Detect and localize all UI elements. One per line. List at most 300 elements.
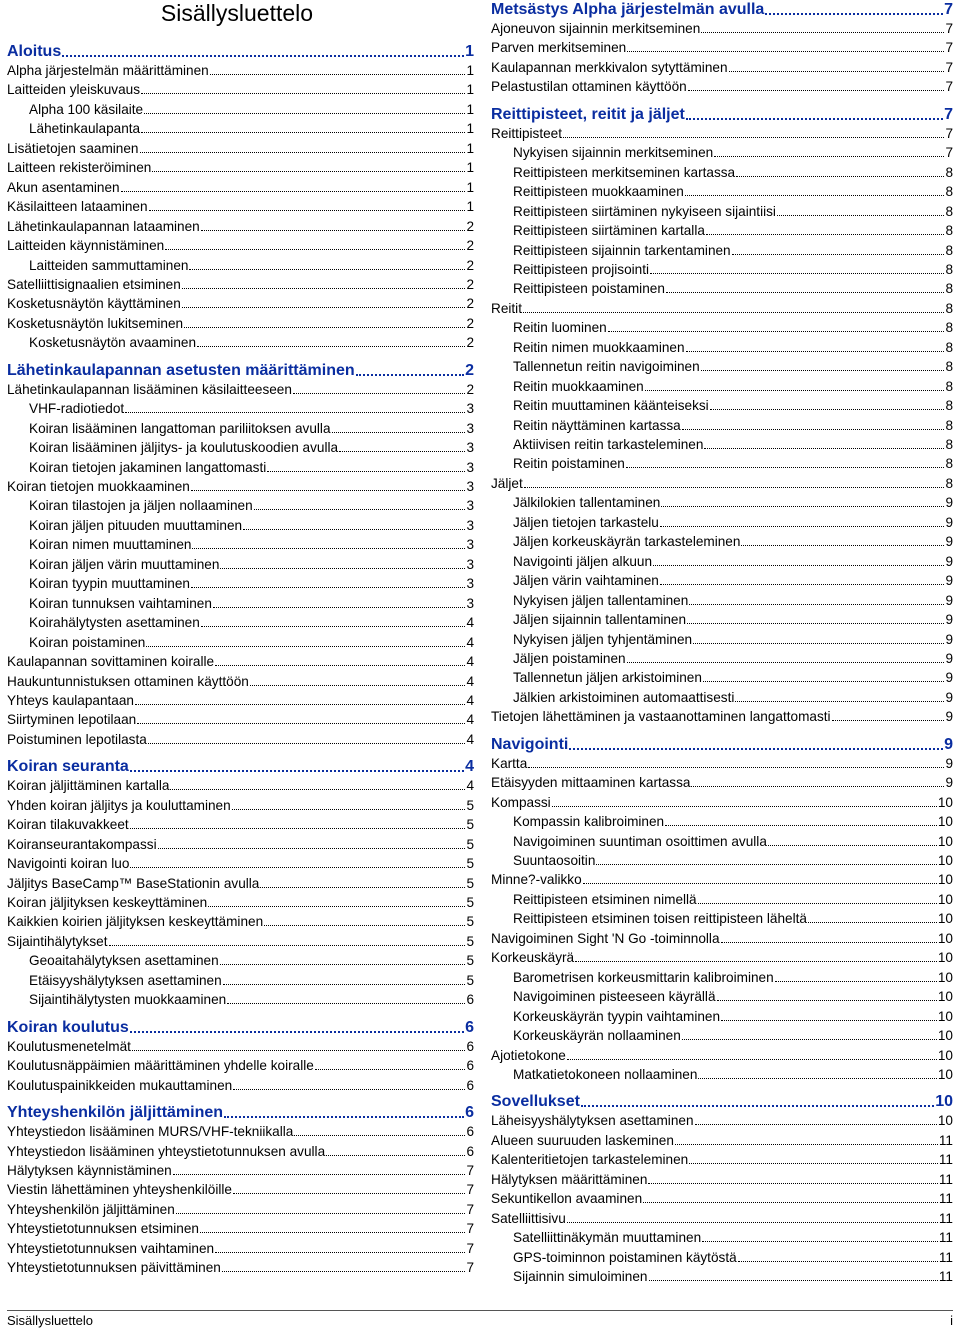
toc-page-number: 4 (466, 634, 474, 650)
toc-entry[interactable] (491, 969, 953, 986)
dot-leader (220, 964, 466, 965)
toc-page-number: 9 (945, 689, 953, 705)
dot-leader (687, 623, 944, 624)
toc-entry-label: Koiran poistaminen (29, 634, 146, 650)
toc-entry-label: Reittipisteet (491, 125, 563, 141)
toc-entry[interactable] (491, 1132, 953, 1149)
toc-entry-label: Navigointi (491, 735, 569, 753)
toc-entry[interactable] (7, 575, 474, 592)
dot-leader (563, 137, 944, 138)
toc-page-number: 4 (466, 731, 474, 747)
toc-entry[interactable] (491, 1210, 953, 1227)
toc-entry[interactable] (491, 436, 953, 453)
toc-entry[interactable] (491, 1027, 953, 1044)
dot-leader (191, 587, 465, 588)
toc-entry[interactable] (491, 203, 953, 220)
toc-page-number: 6 (466, 1077, 474, 1093)
toc-entry[interactable] (491, 755, 953, 772)
toc-page-number: 7 (466, 1182, 474, 1198)
toc-entry[interactable] (7, 595, 474, 612)
toc-page-number: 8 (945, 339, 953, 355)
toc-entry[interactable] (7, 334, 474, 351)
dot-leader (583, 883, 937, 884)
toc-page-number: 6 (465, 1018, 474, 1036)
toc-entry[interactable] (7, 218, 474, 235)
toc-entry[interactable] (491, 871, 953, 888)
toc-page-number: 11 (938, 1269, 953, 1284)
toc-entry[interactable] (491, 910, 953, 927)
dot-leader (701, 32, 944, 33)
dot-leader (201, 626, 466, 627)
toc-entry-label: Reittipisteen etsiminen toisen reittipisteen läheltä (513, 911, 807, 927)
toc-entry[interactable] (7, 673, 474, 690)
toc-entry-label: Tallennetun reitin navigoiminen (513, 359, 700, 375)
toc-entry-label: Koiranseurantakompassi (7, 836, 157, 852)
toc-entry[interactable] (491, 813, 953, 830)
dot-leader (191, 490, 466, 491)
toc-entry-label: Koiran tyypin muuttaminen (29, 576, 190, 592)
toc-section-heading[interactable] (7, 1103, 474, 1122)
toc-entry[interactable] (7, 1220, 474, 1237)
dot-leader (109, 945, 466, 946)
page-title: Sisällysluettelo (160, 0, 314, 26)
toc-page-number: 5 (466, 933, 474, 949)
toc-entry-label: Jäljitys BaseCamp™ BaseStationin avulla (7, 875, 260, 891)
toc-entry[interactable] (7, 614, 474, 631)
dot-leader (732, 254, 945, 255)
toc-entry-label: Sekuntikellon avaaminen (491, 1191, 643, 1207)
dot-leader (567, 1059, 937, 1060)
toc-entry[interactable] (491, 572, 953, 589)
toc-entry[interactable] (7, 816, 474, 833)
toc-entry[interactable] (491, 378, 953, 395)
toc-entry-label: Akun asentaminen (7, 179, 120, 195)
toc-entry[interactable] (7, 1057, 474, 1074)
dot-leader (698, 903, 937, 904)
toc-entry[interactable] (7, 1181, 474, 1198)
toc-entry-label: Kompassi (491, 794, 551, 810)
toc-entry[interactable] (7, 1162, 474, 1179)
toc-entry-label: Jäljen poistaminen (513, 650, 626, 666)
toc-entry[interactable] (7, 381, 474, 398)
dot-leader (693, 643, 944, 644)
toc-entry[interactable] (491, 689, 953, 706)
toc-entry[interactable] (491, 494, 953, 511)
toc-entry[interactable] (491, 222, 953, 239)
toc-page-number: 3 (466, 459, 474, 475)
toc-entry[interactable] (7, 120, 474, 137)
toc-entry[interactable] (7, 991, 474, 1008)
toc-entry[interactable] (491, 852, 953, 869)
dot-leader (315, 1069, 466, 1070)
toc-entry[interactable] (491, 39, 953, 56)
toc-page-number: 10 (937, 1066, 953, 1082)
toc-entry[interactable] (491, 59, 953, 76)
toc-page-number: 7 (945, 145, 953, 161)
toc-entry[interactable] (7, 497, 474, 514)
toc-entry[interactable] (491, 20, 953, 37)
toc-entry-label: Jäljen korkeuskäyrän tarkasteleminen (513, 534, 741, 550)
toc-entry[interactable] (7, 198, 474, 215)
toc-entry[interactable] (491, 319, 953, 336)
toc-entry[interactable] (7, 972, 474, 989)
dot-leader (665, 825, 937, 826)
toc-page-number: 2 (466, 276, 474, 292)
dot-leader (704, 448, 944, 449)
toc-entry-label: Sijaintihälytysten muokkaaminen (29, 992, 227, 1008)
toc-entry[interactable] (491, 339, 953, 356)
dot-leader (132, 1050, 466, 1051)
toc-entry[interactable] (491, 1249, 953, 1266)
dot-leader (146, 646, 465, 647)
toc-entry[interactable] (7, 692, 474, 709)
toc-entry[interactable] (7, 101, 474, 118)
dot-leader (575, 961, 937, 962)
dot-leader (165, 249, 465, 250)
toc-page-number: 10 (937, 930, 953, 946)
dot-leader (569, 748, 943, 750)
dot-leader (695, 1124, 937, 1125)
toc-page-number: 9 (945, 709, 953, 725)
dot-leader (130, 770, 464, 772)
toc-entry-label: Navigointi koiran luo (7, 856, 130, 872)
dot-leader (596, 864, 936, 865)
toc-entry[interactable] (491, 891, 953, 908)
toc-entry-label: Koiran koulutus (7, 1018, 129, 1036)
toc-entry[interactable] (7, 400, 474, 417)
dot-leader (608, 331, 945, 332)
toc-entry-label: Laitteiden käynnistäminen (7, 238, 165, 254)
toc-entry-label: Reitin poistaminen (513, 456, 625, 472)
toc-section-heading[interactable] (7, 757, 474, 776)
toc-page-number: 6 (466, 1143, 474, 1159)
toc-entry[interactable] (7, 237, 474, 254)
toc-entry[interactable] (7, 711, 474, 728)
toc-entry[interactable] (7, 1077, 474, 1094)
toc-entry-label: Yhteystietotunnuksen päivittäminen (7, 1260, 221, 1276)
toc-section-heading[interactable] (491, 735, 953, 754)
toc-entry[interactable] (7, 1259, 474, 1276)
toc-page-number: 5 (466, 875, 474, 891)
toc-entry[interactable] (491, 514, 953, 531)
toc-page-number: 7 (466, 1221, 474, 1237)
toc-entry[interactable] (7, 894, 474, 911)
toc-entry-label: Koulutuspainikkeiden mukauttaminen (7, 1077, 233, 1093)
toc-entry-label: Barometrisen korkeusmittarin kalibroiminen (513, 969, 774, 985)
toc-page-number: 10 (937, 891, 953, 907)
toc-page-number: 8 (945, 164, 953, 180)
toc-entry[interactable] (491, 1268, 953, 1285)
dot-leader (661, 506, 944, 507)
toc-entry[interactable] (7, 1201, 474, 1218)
toc-entry[interactable] (7, 276, 474, 293)
toc-entry[interactable] (7, 777, 474, 794)
toc-entry-label: Kalenteritietojen tarkasteleminen (491, 1152, 689, 1168)
toc-entry-label: Kosketusnäytön lukitseminen (7, 315, 184, 331)
toc-page-number: 1 (466, 101, 474, 117)
toc-page-number: 9 (945, 495, 953, 511)
dot-leader (682, 1039, 937, 1040)
dot-leader (137, 723, 465, 724)
toc-entry[interactable] (7, 1240, 474, 1257)
toc-entry-label: Reittipisteet, reitit ja jäljet (491, 105, 685, 123)
toc-page-number: 11 (938, 1132, 953, 1148)
toc-page-number: 3 (466, 420, 474, 436)
toc-page-number: 8 (945, 300, 953, 316)
toc-section-heading[interactable] (491, 1092, 953, 1111)
toc-page-number: 5 (466, 895, 474, 910)
toc-entry[interactable] (491, 1190, 953, 1207)
toc-page-number: 3 (466, 556, 474, 572)
toc-page-number: 8 (945, 456, 953, 472)
toc-page-number: 10 (937, 950, 953, 966)
toc-entry-label: Yhteyshenkilön jäljittäminen (7, 1104, 224, 1122)
toc-entry[interactable] (491, 949, 953, 966)
toc-entry[interactable] (491, 650, 953, 667)
dot-leader (682, 429, 945, 430)
toc-entry-label: Ajoneuvon sijainnin merkitseminen (491, 21, 701, 36)
toc-entry[interactable] (7, 420, 474, 437)
toc-page-number: 4 (466, 654, 474, 670)
dot-leader (213, 607, 466, 608)
toc-page-number: 10 (937, 1028, 953, 1044)
toc-entry[interactable] (7, 536, 474, 553)
toc-entry[interactable] (7, 1143, 474, 1160)
toc-entry[interactable] (7, 179, 474, 196)
toc-section-heading[interactable] (7, 361, 474, 380)
dot-leader (141, 93, 465, 94)
dot-leader (182, 288, 466, 289)
toc-page-number: 10 (937, 1047, 953, 1063)
toc-entry[interactable] (491, 1008, 953, 1025)
toc-entry[interactable] (7, 933, 474, 950)
toc-page-number: 8 (945, 281, 953, 297)
toc-page-number: 6 (466, 1058, 474, 1074)
dot-leader (184, 327, 465, 328)
toc-entry[interactable] (491, 300, 953, 317)
toc-entry-label: Viestin lähettäminen yhteyshenkilöille (7, 1182, 232, 1198)
toc-entry[interactable] (7, 836, 474, 853)
toc-entry[interactable] (7, 556, 474, 573)
toc-entry[interactable] (491, 631, 953, 648)
dot-leader (208, 906, 465, 907)
toc-entry[interactable] (7, 257, 474, 274)
toc-entry[interactable] (7, 459, 474, 476)
toc-entry-label: Nykyisen jäljen tallentaminen (513, 592, 689, 608)
dot-leader (775, 981, 937, 982)
dot-leader (645, 390, 945, 391)
dot-leader (698, 1078, 936, 1079)
toc-entry-label: Reitin muokkaaminen (513, 378, 644, 394)
toc-page-number: 8 (945, 359, 953, 375)
toc-entry-label: Satelliittinäkymän muuttaminen (513, 1230, 702, 1246)
toc-entry[interactable] (491, 125, 953, 142)
toc-page-number: 10 (937, 794, 953, 810)
dot-leader (735, 701, 944, 702)
toc-page-number: 4 (466, 673, 474, 689)
toc-entry-label: Siirtyminen lepotilaan (7, 712, 137, 728)
toc-entry[interactable] (491, 358, 953, 375)
toc-entry[interactable] (491, 475, 953, 492)
toc-entry[interactable] (491, 242, 953, 259)
dot-leader (736, 176, 944, 177)
dot-leader (528, 767, 944, 768)
toc-page-number: 5 (466, 836, 474, 852)
toc-entry[interactable] (7, 731, 474, 748)
toc-page-number: 10 (937, 969, 953, 985)
toc-entry[interactable] (491, 553, 953, 570)
toc-entry[interactable] (7, 517, 474, 534)
toc-entry[interactable] (491, 183, 953, 200)
toc-entry[interactable] (7, 478, 474, 495)
toc-page-number: 1 (466, 140, 474, 156)
footer-section-label: Sisällysluettelo (7, 1313, 93, 1328)
toc-entry[interactable] (7, 1038, 474, 1055)
toc-entry[interactable] (7, 952, 474, 969)
toc-entry-label: Jäljet (491, 475, 523, 491)
toc-entry-label: Laitteiden sammuttaminen (29, 257, 189, 273)
toc-entry[interactable] (491, 988, 953, 1005)
toc-entry-label: Metsästys Alpha järjestelmän avulla (491, 1, 765, 18)
dot-leader (293, 393, 466, 394)
toc-entry[interactable] (491, 1112, 953, 1129)
toc-entry-label: Koiran lisääminen jäljitys- ja koulutuskoodien avulla (29, 440, 339, 456)
toc-section-heading[interactable] (491, 0, 953, 19)
toc-entry[interactable] (491, 164, 953, 181)
toc-entry[interactable] (491, 833, 953, 850)
toc-section-heading[interactable] (491, 105, 953, 124)
dot-leader (741, 545, 944, 546)
toc-page-number: 4 (465, 758, 474, 776)
toc-entry[interactable] (491, 261, 953, 278)
toc-entry[interactable] (7, 634, 474, 651)
toc-page-number: 2 (466, 257, 474, 273)
toc-entry[interactable] (491, 78, 953, 95)
toc-entry[interactable] (491, 455, 953, 472)
toc-entry[interactable] (7, 295, 474, 312)
toc-page-number: 3 (466, 440, 474, 456)
toc-page-number: 3 (466, 537, 474, 553)
toc-entry[interactable] (7, 875, 474, 892)
toc-page-number: 7 (945, 79, 953, 95)
toc-entry[interactable] (491, 1171, 953, 1188)
toc-entry[interactable] (7, 855, 474, 872)
toc-page-number: 8 (945, 203, 953, 219)
toc-entry[interactable] (7, 315, 474, 332)
toc-entry[interactable] (7, 653, 474, 670)
toc-entry-label: Alueen suuruuden laskeminen (491, 1132, 674, 1148)
toc-entry[interactable] (7, 140, 474, 157)
toc-entry-label: Korkeuskäyrän tyypin vaihtaminen (513, 1008, 721, 1024)
dot-leader (232, 809, 466, 810)
toc-entry-label: Kaulapannan sovittaminen koiralle (7, 654, 215, 670)
toc-entry[interactable] (491, 397, 953, 414)
dot-leader (689, 1163, 938, 1164)
toc-section-heading[interactable] (7, 1018, 474, 1037)
toc-entry[interactable] (491, 1229, 953, 1246)
toc-entry[interactable] (491, 533, 953, 550)
toc-entry[interactable] (491, 144, 953, 161)
toc-entry[interactable] (7, 797, 474, 814)
toc-entry-label: Nykyisen jäljen tyhjentäminen (513, 631, 693, 647)
toc-entry-label: Jälkien arkistoiminen automaattisesti (513, 689, 735, 705)
dot-leader (254, 509, 466, 510)
toc-page-number: 1 (466, 199, 474, 215)
toc-page-number: 6 (466, 992, 474, 1008)
toc-page-number: 1 (466, 82, 474, 98)
toc-entry-label: Etäisyyden mittaaminen kartassa (491, 775, 691, 791)
toc-entry[interactable] (491, 930, 953, 947)
toc-entry[interactable] (7, 913, 474, 930)
toc-entry-label: Lähetinkaulapannan asetusten määrittäminen (7, 361, 355, 379)
toc-entry[interactable] (491, 708, 953, 725)
toc-entry-label: Alpha 100 käsilaite (29, 101, 144, 117)
toc-entry-label: Koirahälytysten asettaminen (29, 615, 200, 631)
toc-entry[interactable] (7, 439, 474, 456)
toc-entry[interactable] (491, 592, 953, 609)
toc-entry[interactable] (491, 774, 953, 791)
toc-page-number: 8 (945, 378, 953, 394)
toc-entry[interactable] (491, 1047, 953, 1064)
toc-page-number: 8 (945, 398, 953, 414)
toc-entry[interactable] (7, 159, 474, 176)
toc-entry[interactable] (491, 1066, 953, 1083)
dot-leader (567, 1222, 938, 1223)
toc-page-number: 9 (945, 670, 953, 686)
toc-page-number: 7 (466, 1240, 474, 1256)
toc-page-number: 9 (945, 534, 953, 550)
dot-leader (660, 526, 945, 527)
dot-leader (691, 786, 944, 787)
toc-entry-label: Kompassin kalibroiminen (513, 814, 665, 830)
dot-leader (170, 789, 465, 790)
toc-entry-label: Suuntaosoitin (513, 853, 596, 868)
toc-page-number: 11 (938, 1152, 953, 1168)
toc-entry-label: Reittipisteen etsiminen nimellä (513, 891, 697, 907)
toc-page-number: 8 (945, 223, 953, 239)
dot-leader (689, 604, 944, 605)
dot-leader (173, 1174, 466, 1175)
toc-entry[interactable] (491, 794, 953, 811)
toc-entry[interactable] (7, 1123, 474, 1140)
dot-leader (182, 307, 466, 308)
toc-entry[interactable] (491, 611, 953, 628)
toc-entry-label: Poistuminen lepotilasta (7, 731, 147, 747)
toc-entry[interactable] (491, 417, 953, 434)
toc-entry-label: Koiran tietojen jakaminen langattomasti (29, 459, 267, 475)
dot-leader (552, 806, 937, 807)
toc-entry[interactable] (7, 62, 474, 79)
dot-leader (220, 568, 465, 569)
toc-entry-label: Alpha järjestelmän määrittäminen (7, 63, 209, 78)
dot-leader (648, 1183, 937, 1184)
toc-page-number: 10 (937, 911, 953, 927)
dot-leader (702, 1241, 938, 1242)
toc-page-number: 7 (944, 1, 953, 18)
toc-section-heading[interactable] (7, 42, 474, 61)
dot-leader (192, 548, 465, 549)
toc-entry-label: Koulutusnäppäimien määrittäminen yhdelle koiralle (7, 1058, 314, 1074)
toc-entry[interactable] (491, 669, 953, 686)
toc-entry[interactable] (491, 1151, 953, 1168)
toc-entry-label: Sovellukset (491, 1093, 580, 1111)
dot-leader (524, 487, 945, 488)
dot-leader (808, 922, 937, 923)
dot-leader (224, 1116, 464, 1118)
toc-page-number: 5 (466, 797, 474, 813)
toc-entry[interactable] (491, 280, 953, 297)
toc-entry[interactable] (7, 81, 474, 98)
